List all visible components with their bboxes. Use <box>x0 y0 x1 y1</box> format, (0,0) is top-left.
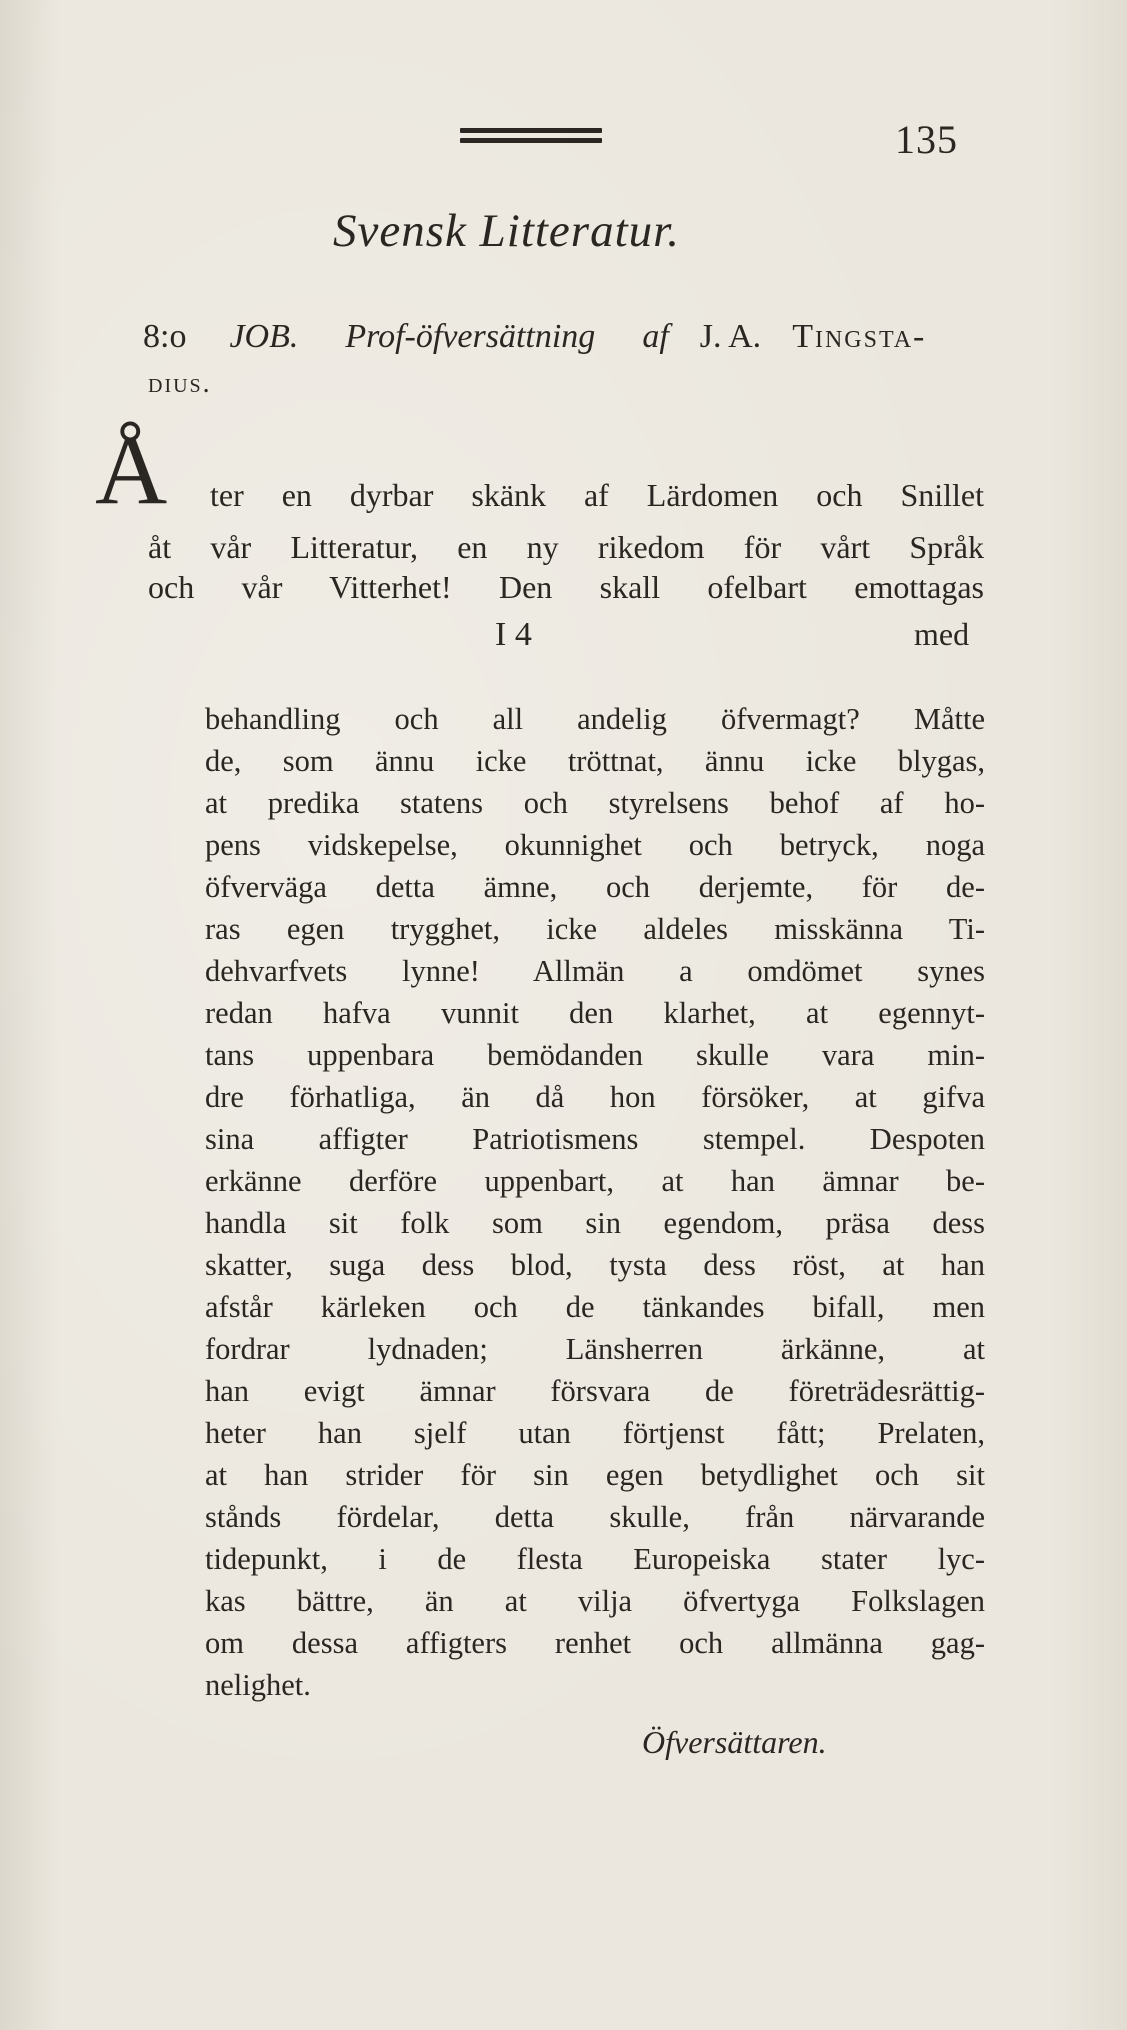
text-line: de, som ännu icke tröttnat, ännu icke blygas, <box>205 744 985 778</box>
text-line: om dessa affigters renhet och allmänna gag- <box>205 1626 985 1660</box>
text-line: ras egen trygghet, icke aldeles misskänna Ti- <box>205 912 985 946</box>
drop-cap: Å <box>95 414 168 525</box>
text-line: behandling och all andelig öfvermagt? Måtte <box>205 702 985 736</box>
page-number: 135 <box>895 117 958 162</box>
text-line: skatter, suga dess blod, tysta dess röst, at han <box>205 1248 985 1282</box>
text-line: sina affigter Patriotismens stempel. Despoten <box>205 1122 985 1156</box>
text-line: och vår Vitterhet! Den skall ofelbart emottagas <box>148 569 984 605</box>
text-line: pens vidskepelse, okunnighet och betryck, noga <box>205 828 985 862</box>
signature-mark: I 4 <box>495 616 532 653</box>
text-line: redan hafva vunnit den klarhet, at egennyt- <box>205 996 985 1030</box>
text-line: ter en dyrbar skänk af Lärdomen och Snillet <box>210 477 984 513</box>
text-line: heter han sjelf utan förtjenst fått; Prelaten, <box>205 1416 985 1450</box>
text-line: afstår kärleken och de tänkandes bifall, men <box>205 1290 985 1324</box>
author-surname-part1: Tingsta- <box>792 318 927 355</box>
text-line: handla sit folk som sin egendom, präsa dess <box>205 1206 985 1240</box>
author-initials: J. A. <box>699 318 762 355</box>
work-title: JOB. <box>229 318 299 355</box>
ornamental-double-rule <box>460 128 602 148</box>
text-line: at han strider för sin egen betydlighet och sit <box>205 1458 985 1492</box>
section-title: Svensk Litteratur. <box>333 205 680 257</box>
text-line: erkänne derföre uppenbart, at han ämnar be- <box>205 1164 985 1198</box>
text-line: åt vår Litteratur, en ny rikedom för vårt Språk <box>148 529 984 565</box>
translator-signature: Öfversättaren. <box>642 1724 827 1760</box>
by-word: af <box>642 318 669 355</box>
text-line: stånds fördelar, detta skulle, från närvarande <box>205 1500 985 1534</box>
author-surname-part2: dius. <box>148 368 212 399</box>
text-line: tidepunkt, i de flesta Europeiska stater lyc- <box>205 1542 985 1576</box>
entry-heading <box>143 318 926 356</box>
text-line: dre förhatliga, än då hon försöker, at gifva <box>205 1080 985 1114</box>
work-description: Prof-öfversättning <box>345 318 596 355</box>
text-line: öfverväga detta ämne, och derjemte, för de- <box>205 870 985 904</box>
text-line: at predika statens och styrelsens behof af ho- <box>205 786 985 820</box>
text-line: kas bättre, än at vilja öfvertyga Folkslagen <box>205 1584 985 1618</box>
text-line: han evigt ämnar försvara de företrädesrättig- <box>205 1374 985 1408</box>
text-line: fordrar lydnaden; Länsherren ärkänne, at <box>205 1332 985 1366</box>
text-line: dehvarfvets lynne! Allmän a omdömet synes <box>205 954 985 988</box>
catchword: med <box>914 616 970 652</box>
text-line: tans uppenbara bemödanden skulle vara min- <box>205 1038 985 1072</box>
text-line: nelighet. <box>205 1668 311 1702</box>
format-label: 8:o <box>143 318 187 355</box>
